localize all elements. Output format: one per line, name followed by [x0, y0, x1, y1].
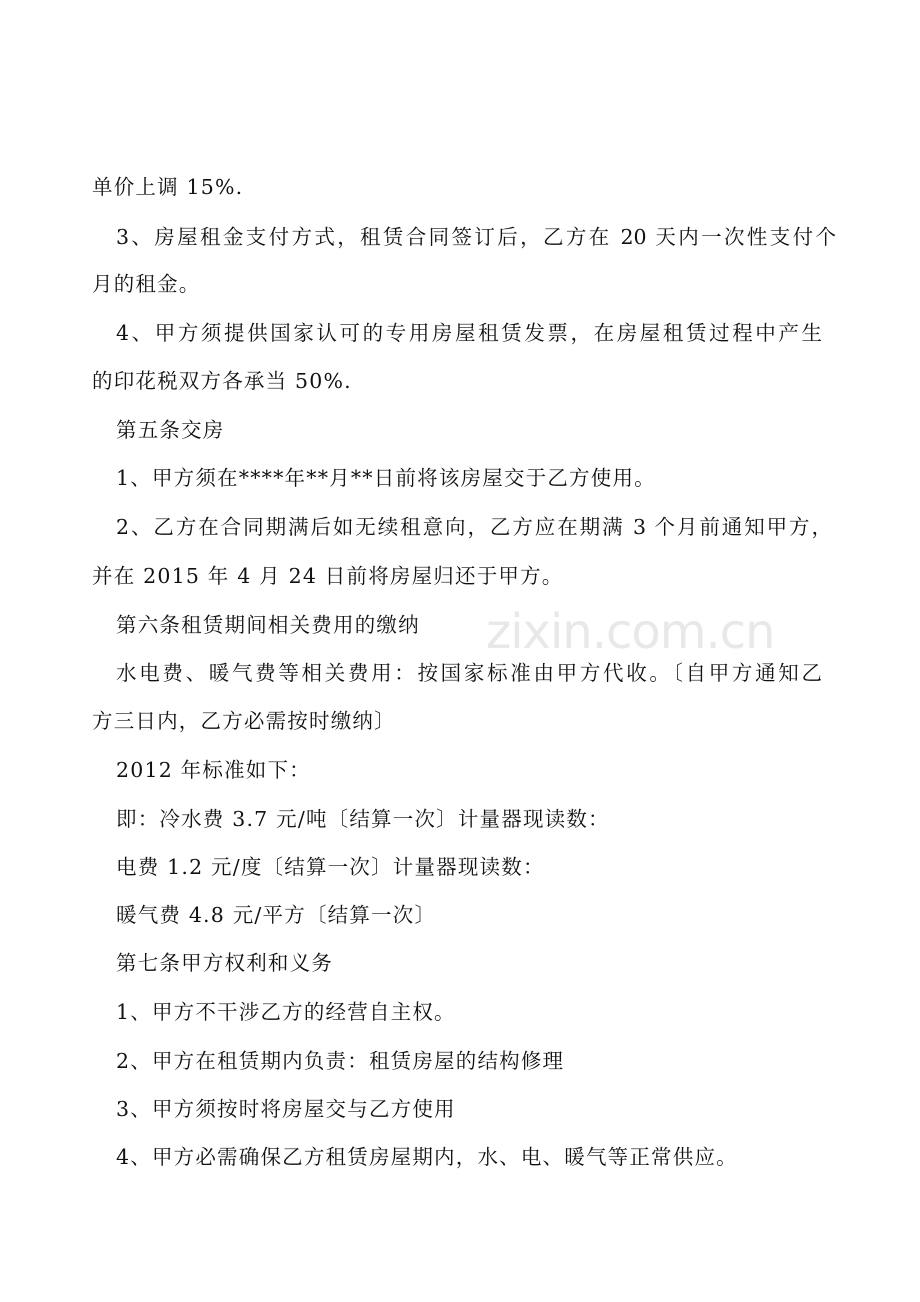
text-line: 即：冷水费 3.7 元/吨〔结算一次〕计量器现读数：: [116, 807, 610, 831]
text-line: 2、乙方在合同期满后如无续租意向，乙方应在期满 3 个月前通知甲方，: [116, 515, 832, 539]
text-line: 水电费、暖气费等相关费用：按国家标准由甲方代收。〔自甲方通知乙: [116, 661, 822, 685]
section-heading: 第七条甲方权利和义务: [116, 951, 333, 975]
text-line: 3、甲方须按时将房屋交与乙方使用: [116, 1097, 456, 1121]
text-line: 暖气费 4.8 元/平方〔结算一次〕: [116, 903, 437, 927]
watermark: zixin.com.cn: [486, 604, 775, 660]
section-heading: 第五条交房: [116, 418, 225, 442]
text-line: 的印花税双方各承当 50%.: [92, 369, 352, 393]
text-line: 1、甲方须在****年**月**日前将该房屋交于乙方使用。: [116, 466, 656, 490]
text-line: 电费 1.2 元/度〔结算一次〕计量器现读数：: [116, 855, 545, 879]
section-heading: 第六条租赁期间相关费用的缴纳: [116, 613, 420, 637]
text-line: 并在 2015 年 4 月 24 日前将房屋归还于甲方。: [92, 564, 564, 588]
text-line: 4、甲方须提供国家认可的专用房屋租赁发票，在房屋租赁过程中产生: [116, 321, 822, 345]
text-line: 2、甲方在租赁期内负责：租赁房屋的结构修理: [116, 1049, 565, 1073]
text-line: 3、房屋租金支付方式，租赁合同签订后，乙方在 20 天内一次性支付个: [116, 225, 836, 249]
text-line: 2012 年标准如下：: [116, 758, 311, 782]
text-line: 单价上调 15%.: [92, 175, 244, 199]
text-line: 4、甲方必需确保乙方租赁房屋期内，水、电、暖气等正常供应。: [116, 1145, 738, 1169]
text-line: 方三日内，乙方必需按时缴纳〕: [92, 709, 396, 733]
text-line: 月的租金。: [92, 272, 201, 296]
text-line: 1、甲方不干涉乙方的经营自主权。: [116, 1000, 456, 1024]
